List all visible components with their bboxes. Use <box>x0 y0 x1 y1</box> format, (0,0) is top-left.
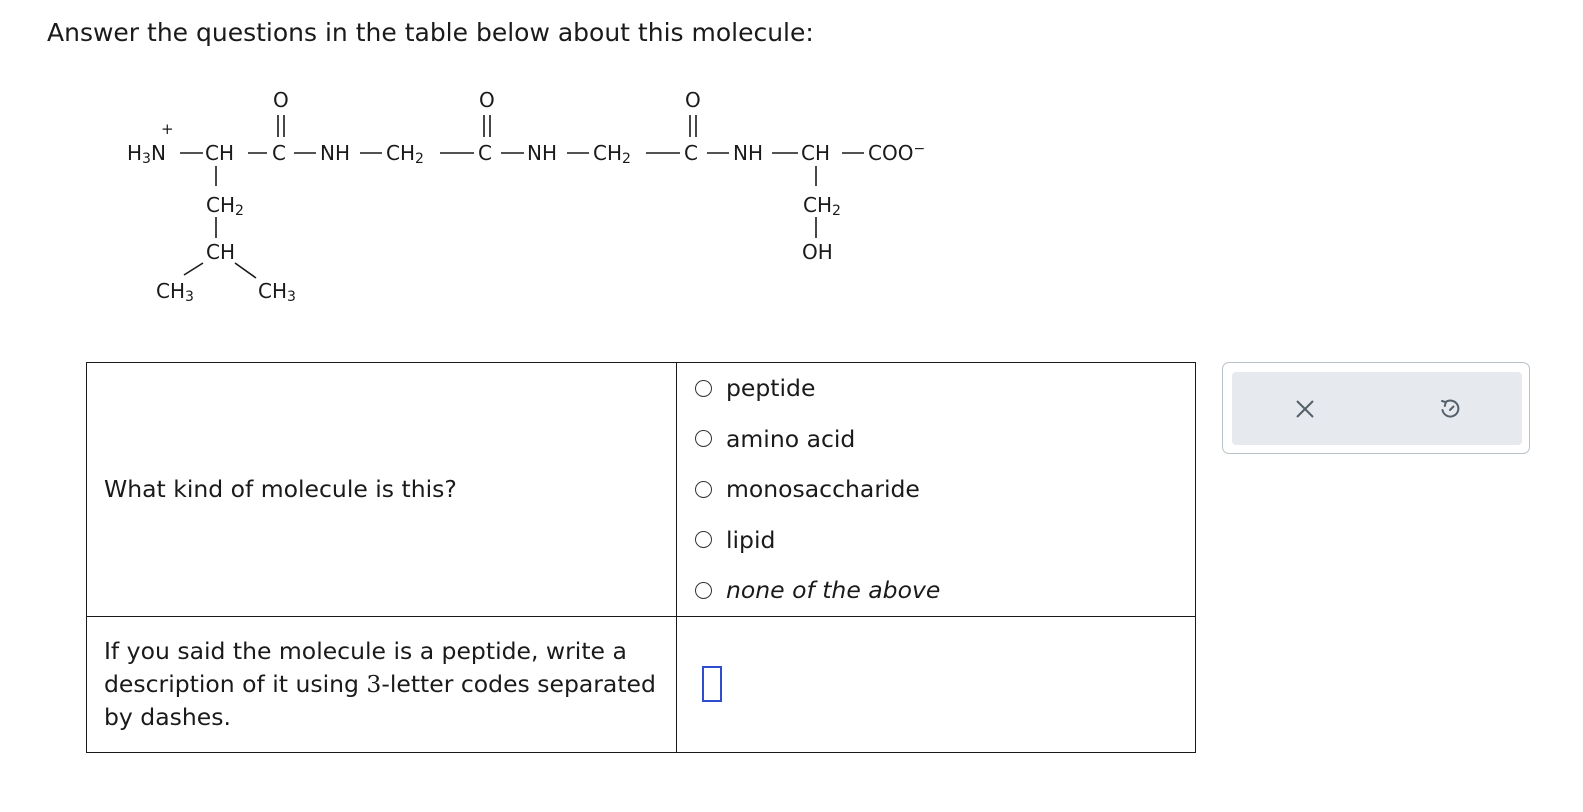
carboxylate-group: COO− <box>868 141 926 165</box>
question-1-text: What kind of molecule is this? <box>104 475 457 504</box>
positive-charge: + <box>161 120 174 138</box>
methylene-2: $CH_2$ <box>593 141 631 167</box>
option-lipid[interactable]: lipid <box>695 515 1195 566</box>
question-2-text-part2: -letter codes separated by dashes. <box>104 669 656 731</box>
option-peptide[interactable]: peptide <box>695 363 1195 414</box>
molecule-type-options <box>695 363 1195 616</box>
action-panel <box>1222 362 1530 454</box>
question-2-number: 3 <box>366 669 382 698</box>
carbonyl-oxygen-2: O <box>479 88 495 112</box>
action-panel-inner <box>1232 372 1522 445</box>
carbonyl-oxygen-1: O <box>273 88 289 112</box>
molecule-structure <box>0 0 1000 330</box>
side-chain-methylene-1: $CH_2$ <box>206 193 244 219</box>
bond-ch-ch3-left <box>184 263 203 275</box>
amide-nh-2: NH <box>527 141 557 165</box>
radio-icon[interactable] <box>695 430 712 447</box>
question-2-text-part1: If you said the molecule is a peptide, write a description of it using <box>104 636 627 698</box>
methylene-1: $CH_2$ <box>386 141 424 167</box>
bond-ch-ch3-right <box>235 263 256 278</box>
side-chain-hydroxyl: OH <box>802 240 833 264</box>
radio-icon[interactable] <box>695 531 712 548</box>
option-none-of-the-above[interactable]: none of the above <box>695 565 1195 616</box>
side-chain-methyl-left: $CH_3$ <box>156 279 194 305</box>
answer-cell-1 <box>677 363 1196 617</box>
radio-icon[interactable] <box>695 481 712 498</box>
amide-nh-1: NH <box>320 141 350 165</box>
carbonyl-carbon-1: C <box>272 141 286 165</box>
question-prompt: Answer the questions in the table below about this molecule: <box>47 18 814 47</box>
side-chain-methine-1: CH <box>206 240 236 264</box>
radio-icon[interactable] <box>695 582 712 599</box>
undo-icon <box>1438 397 1462 421</box>
side-chain-methylene-3: $CH_2$ <box>803 193 841 219</box>
clear-button[interactable] <box>1232 372 1377 445</box>
side-chain-methyl-right: $CH_3$ <box>258 279 296 305</box>
answer-cell-2 <box>677 616 1196 752</box>
amide-nh-3: NH <box>733 141 763 165</box>
carbonyl-carbon-2: C <box>478 141 492 165</box>
alpha-carbon-3: CH <box>801 141 831 165</box>
question-cell-2 <box>87 616 677 752</box>
carbonyl-oxygen-3: O <box>685 88 701 112</box>
option-monosaccharide[interactable]: monosaccharide <box>695 464 1195 515</box>
question-table <box>86 362 1196 753</box>
option-amino-acid[interactable]: amino acid <box>695 414 1195 465</box>
radio-icon[interactable] <box>695 380 712 397</box>
close-x-icon <box>1293 397 1317 421</box>
undo-button[interactable] <box>1377 372 1522 445</box>
ammonium-group: $H_3N$ <box>127 141 166 167</box>
table-row <box>87 616 1196 752</box>
alpha-carbon-1: CH <box>205 141 235 165</box>
question-cell-1 <box>87 363 677 617</box>
table-row <box>87 363 1196 617</box>
carbonyl-carbon-3: C <box>684 141 698 165</box>
peptide-code-input[interactable] <box>702 666 722 702</box>
